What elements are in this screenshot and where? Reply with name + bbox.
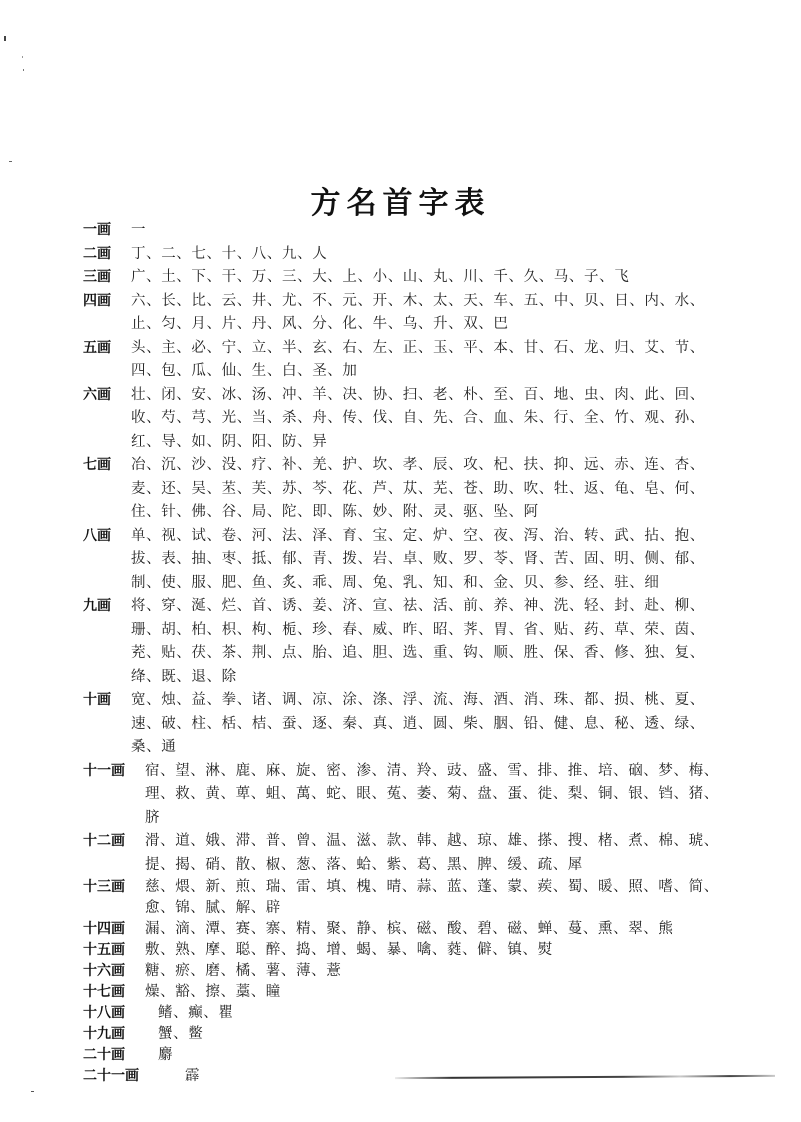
char-list: 糖、瘀、磨、橘、薯、薄、薏 <box>145 963 342 979</box>
stroke-label: 八画 <box>83 527 111 544</box>
char-list: 冶、沉、沙、没、疗、补、羌、护、坎、孝、辰、攻、杞、扶、抑、远、赤、连、杏、麦、还、吴、苤、芙、苏、芩、花、芦、苁、芜、苍、助、吹、牡、返、龟、皂、何、住、针、佛、谷、局、陀、即、陈、妙、附、灵、驱、坠、阿 <box>131 457 705 520</box>
stroke-label: 六画 <box>83 386 111 403</box>
stroke-label: 三画 <box>83 269 111 285</box>
table-row <box>83 219 723 243</box>
table-row <box>83 290 723 337</box>
char-list: 一 <box>131 222 147 238</box>
char-list: 单、视、试、卷、河、法、泽、育、宝、定、炉、空、夜、泻、治、转、武、拈、抱、拔、表、抽、枣、抵、郁、青、拨、岩、卓、败、罗、苓、肾、苦、固、明、侧、郁、制、使、服、肥、鱼、炙、乖、周、兔、乳、知、和、金、贝、参、经、驻、细 <box>131 527 705 591</box>
stroke-label: 十五画 <box>83 942 125 958</box>
scan-speck-top-left-1 <box>4 36 6 41</box>
stroke-label: 十画 <box>83 692 111 708</box>
char-list: 燥、豁、擦、藁、瞳 <box>145 984 281 1000</box>
char-list: 宿、望、淋、鹿、麻、旋、密、渗、清、羚、豉、盛、雪、排、推、培、硇、梦、梅、理、救、黄、萆、蛆、萬、蛇、眼、菟、萎、菊、盘、蛋、徙、梨、铜、银、铛、猪、脐 <box>145 762 719 826</box>
char-list: 鳍、癫、瞿 <box>158 1005 234 1021</box>
stroke-label: 十三画 <box>83 879 125 895</box>
table-row <box>83 689 723 760</box>
stroke-count-table <box>83 219 723 1087</box>
char-list: 广、土、下、干、万、三、大、上、小、山、丸、川、千、久、马、子、飞 <box>131 269 630 285</box>
stroke-label: 二画 <box>83 245 111 262</box>
char-list: 壮、闭、安、冰、汤、冲、羊、决、协、扫、老、朴、至、百、地、虫、肉、此、回、收、芍、芎、光、当、杀、舟、传、伐、自、先、合、血、朱、行、全、竹、观、孙、红、导、如、阴、阳、防、异 <box>131 386 705 450</box>
char-list: 将、穿、涎、烂、首、诱、姜、济、宣、祛、活、前、养、神、洗、轻、封、赴、柳、珊、胡、柏、枳、枸、栀、珍、春、威、昨、昭、荠、胃、省、贴、药、草、荣、茵、茺、贴、茯、茶、荆、点、胎、追、胆、选、重、钩、顺、胜、保、香、修、独、复、绛、既、退、除 <box>131 598 705 685</box>
char-list: 敷、熟、摩、聪、醉、捣、增、蝎、暴、噙、蕤、僻、镇、熨 <box>145 942 553 958</box>
scan-speck-top-left-3 <box>23 69 24 71</box>
table-row <box>83 1003 723 1024</box>
char-list: 漏、滴、潭、赛、寨、精、聚、静、槟、磁、酸、碧、磁、蝉、蔓、熏、翠、熊 <box>145 921 674 937</box>
scan-speck-bottom-left <box>31 1091 34 1092</box>
stroke-label: 十一画 <box>83 762 125 779</box>
table-row <box>83 760 723 831</box>
stroke-label: 十二画 <box>83 833 125 849</box>
table-row <box>83 243 723 267</box>
stroke-label: 七画 <box>83 457 111 473</box>
table-row <box>83 982 723 1003</box>
scan-speck-left <box>9 161 12 162</box>
stroke-label: 一画 <box>83 222 111 238</box>
char-list: 慈、煨、新、煎、瑞、雷、填、槐、晴、蒜、蓝、蓬、蒙、蒺、蜀、暖、照、嗜、简、愈、锦、腻、解、辟 <box>145 879 719 916</box>
stroke-label: 二十一画 <box>83 1068 139 1084</box>
char-list: 滑、道、娥、滞、普、曾、温、滋、款、韩、越、琼、雄、搽、搜、楮、煮、棉、琥、提、揭、硝、散、椒、葱、落、蛤、紫、葛、黑、脾、缓、疏、犀 <box>145 833 719 873</box>
table-row <box>83 1045 723 1066</box>
stroke-label: 十八画 <box>83 1005 125 1021</box>
table-row <box>83 454 723 525</box>
char-list: 宽、烛、益、拳、诸、调、凉、涂、涤、浮、流、海、酒、消、珠、都、损、桃、夏、速、破、柱、栝、桔、蚕、逐、秦、真、逍、圆、柴、胭、铅、健、息、秘、透、绿、桑、通 <box>131 692 705 755</box>
stroke-label: 九画 <box>83 598 111 614</box>
char-list: 蟹、鳖 <box>158 1026 204 1042</box>
table-row <box>83 384 723 455</box>
table-row <box>83 830 723 877</box>
stroke-label: 二十画 <box>83 1047 125 1063</box>
stroke-label: 五画 <box>83 339 111 356</box>
table-row <box>83 595 723 689</box>
char-list: 霹 <box>185 1068 201 1084</box>
char-list: 麝 <box>158 1047 174 1063</box>
table-row <box>83 525 723 596</box>
table-row <box>83 337 723 384</box>
scan-speck-top-left-2 <box>22 56 23 58</box>
stroke-label: 十七画 <box>83 984 125 1000</box>
stroke-label: 十六画 <box>83 963 125 979</box>
table-row <box>83 1024 723 1045</box>
page-title: 方名首字表 <box>310 186 491 222</box>
table-row <box>83 961 723 982</box>
stroke-label: 四画 <box>83 292 111 309</box>
table-row <box>83 877 723 919</box>
table-row <box>83 266 723 290</box>
char-list: 头、主、必、宁、立、半、玄、右、左、正、玉、平、本、甘、石、龙、归、艾、节、四、包、瓜、仙、生、白、圣、加 <box>131 339 705 379</box>
table-row <box>83 940 723 961</box>
char-list: 丁、二、七、十、八、九、人 <box>131 245 328 262</box>
char-list: 六、长、比、云、井、尤、不、元、开、木、太、天、车、五、中、贝、日、内、水、止、匀、月、片、丹、风、分、化、牛、乌、升、双、巴 <box>131 292 705 332</box>
stroke-label: 十九画 <box>83 1026 125 1042</box>
table-row <box>83 919 723 940</box>
stroke-label: 十四画 <box>83 921 125 937</box>
